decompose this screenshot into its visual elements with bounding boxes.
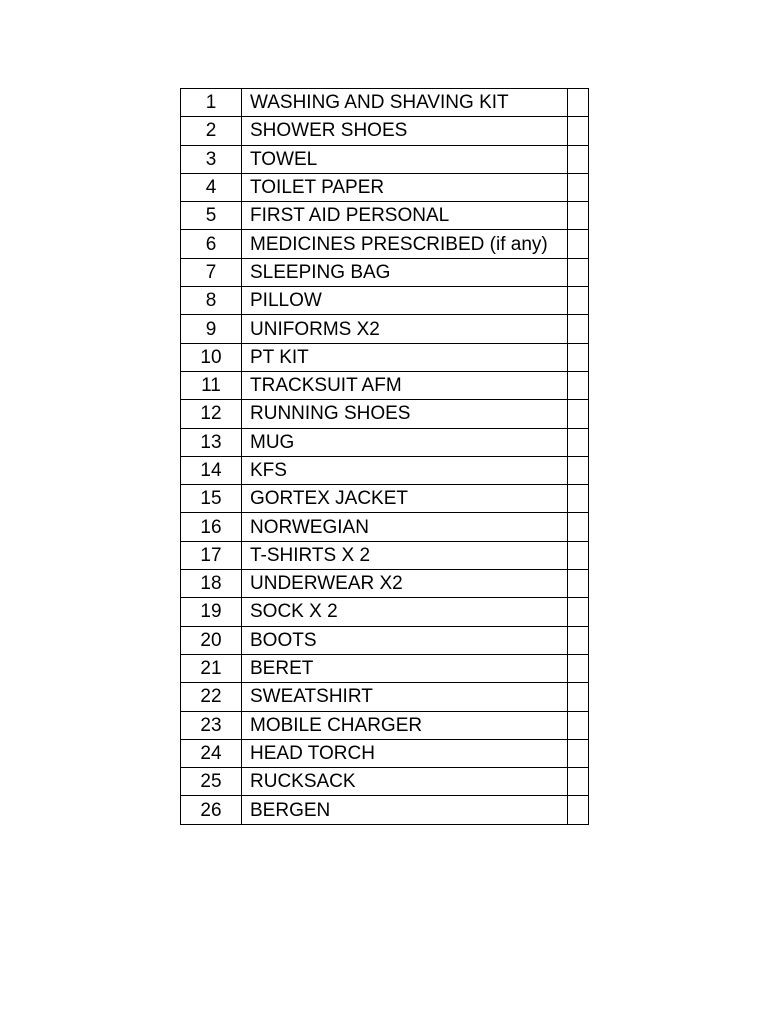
item-name: PT KIT xyxy=(242,343,568,371)
table-row xyxy=(181,202,589,230)
table-row xyxy=(181,598,589,626)
item-name: BERET xyxy=(242,654,568,682)
item-number: 8 xyxy=(181,287,242,315)
check-cell[interactable] xyxy=(568,428,589,456)
check-cell[interactable] xyxy=(568,711,589,739)
table-row xyxy=(181,400,589,428)
check-cell[interactable] xyxy=(568,768,589,796)
item-name: PILLOW xyxy=(242,287,568,315)
table-row xyxy=(181,315,589,343)
item-number: 6 xyxy=(181,230,242,258)
check-cell[interactable] xyxy=(568,230,589,258)
check-cell[interactable] xyxy=(568,343,589,371)
item-number: 21 xyxy=(181,654,242,682)
table-row xyxy=(181,117,589,145)
table-row xyxy=(181,456,589,484)
item-number: 14 xyxy=(181,456,242,484)
check-cell[interactable] xyxy=(568,145,589,173)
item-name: SLEEPING BAG xyxy=(242,258,568,286)
check-cell[interactable] xyxy=(568,598,589,626)
item-name: SHOWER SHOES xyxy=(242,117,568,145)
item-number: 18 xyxy=(181,570,242,598)
table-row xyxy=(181,626,589,654)
item-name: WASHING AND SHAVING KIT xyxy=(242,89,568,117)
table-row xyxy=(181,343,589,371)
item-name: TRACKSUIT AFM xyxy=(242,371,568,399)
table-row xyxy=(181,796,589,824)
check-cell[interactable] xyxy=(568,683,589,711)
table-row xyxy=(181,711,589,739)
item-number: 3 xyxy=(181,145,242,173)
check-cell[interactable] xyxy=(568,400,589,428)
check-cell[interactable] xyxy=(568,315,589,343)
item-name: MEDICINES PRESCRIBED (if any) xyxy=(242,230,568,258)
check-cell[interactable] xyxy=(568,626,589,654)
item-name: KFS xyxy=(242,456,568,484)
item-name: FIRST AID PERSONAL xyxy=(242,202,568,230)
check-cell[interactable] xyxy=(568,117,589,145)
item-number: 1 xyxy=(181,89,242,117)
table-row xyxy=(181,258,589,286)
item-name: BERGEN xyxy=(242,796,568,824)
check-cell[interactable] xyxy=(568,796,589,824)
check-cell[interactable] xyxy=(568,485,589,513)
table-row xyxy=(181,371,589,399)
item-number: 26 xyxy=(181,796,242,824)
item-name: NORWEGIAN xyxy=(242,513,568,541)
packing-checklist-table xyxy=(180,88,589,825)
check-cell[interactable] xyxy=(568,202,589,230)
check-cell[interactable] xyxy=(568,89,589,117)
table-row xyxy=(181,485,589,513)
item-number: 2 xyxy=(181,117,242,145)
table-row xyxy=(181,89,589,117)
item-number: 24 xyxy=(181,739,242,767)
item-number: 22 xyxy=(181,683,242,711)
item-name: TOWEL xyxy=(242,145,568,173)
check-cell[interactable] xyxy=(568,513,589,541)
table-row xyxy=(181,654,589,682)
item-number: 10 xyxy=(181,343,242,371)
item-name: SOCK X 2 xyxy=(242,598,568,626)
item-number: 20 xyxy=(181,626,242,654)
check-cell[interactable] xyxy=(568,541,589,569)
item-number: 15 xyxy=(181,485,242,513)
item-number: 5 xyxy=(181,202,242,230)
table-row xyxy=(181,173,589,201)
table-row xyxy=(181,570,589,598)
check-cell[interactable] xyxy=(568,456,589,484)
item-name: UNDERWEAR X2 xyxy=(242,570,568,598)
item-name: MUG xyxy=(242,428,568,456)
item-name: HEAD TORCH xyxy=(242,739,568,767)
item-name: RUNNING SHOES xyxy=(242,400,568,428)
table-row xyxy=(181,739,589,767)
item-number: 7 xyxy=(181,258,242,286)
item-name: MOBILE CHARGER xyxy=(242,711,568,739)
item-name: SWEATSHIRT xyxy=(242,683,568,711)
item-number: 16 xyxy=(181,513,242,541)
table-row xyxy=(181,287,589,315)
item-number: 23 xyxy=(181,711,242,739)
item-number: 17 xyxy=(181,541,242,569)
item-number: 25 xyxy=(181,768,242,796)
item-name: UNIFORMS X2 xyxy=(242,315,568,343)
item-number: 11 xyxy=(181,371,242,399)
table-row xyxy=(181,513,589,541)
item-number: 12 xyxy=(181,400,242,428)
item-name: RUCKSACK xyxy=(242,768,568,796)
check-cell[interactable] xyxy=(568,654,589,682)
item-name: T-SHIRTS X 2 xyxy=(242,541,568,569)
table-row xyxy=(181,541,589,569)
check-cell[interactable] xyxy=(568,173,589,201)
check-cell[interactable] xyxy=(568,739,589,767)
check-cell[interactable] xyxy=(568,287,589,315)
item-name: TOILET PAPER xyxy=(242,173,568,201)
table-row xyxy=(181,428,589,456)
table-row xyxy=(181,683,589,711)
check-cell[interactable] xyxy=(568,371,589,399)
item-number: 13 xyxy=(181,428,242,456)
table-row xyxy=(181,768,589,796)
item-number: 19 xyxy=(181,598,242,626)
table-row xyxy=(181,145,589,173)
table-row xyxy=(181,230,589,258)
item-name: GORTEX JACKET xyxy=(242,485,568,513)
check-cell[interactable] xyxy=(568,258,589,286)
check-cell[interactable] xyxy=(568,570,589,598)
item-name: BOOTS xyxy=(242,626,568,654)
checklist-body xyxy=(181,89,589,825)
item-number: 9 xyxy=(181,315,242,343)
item-number: 4 xyxy=(181,173,242,201)
